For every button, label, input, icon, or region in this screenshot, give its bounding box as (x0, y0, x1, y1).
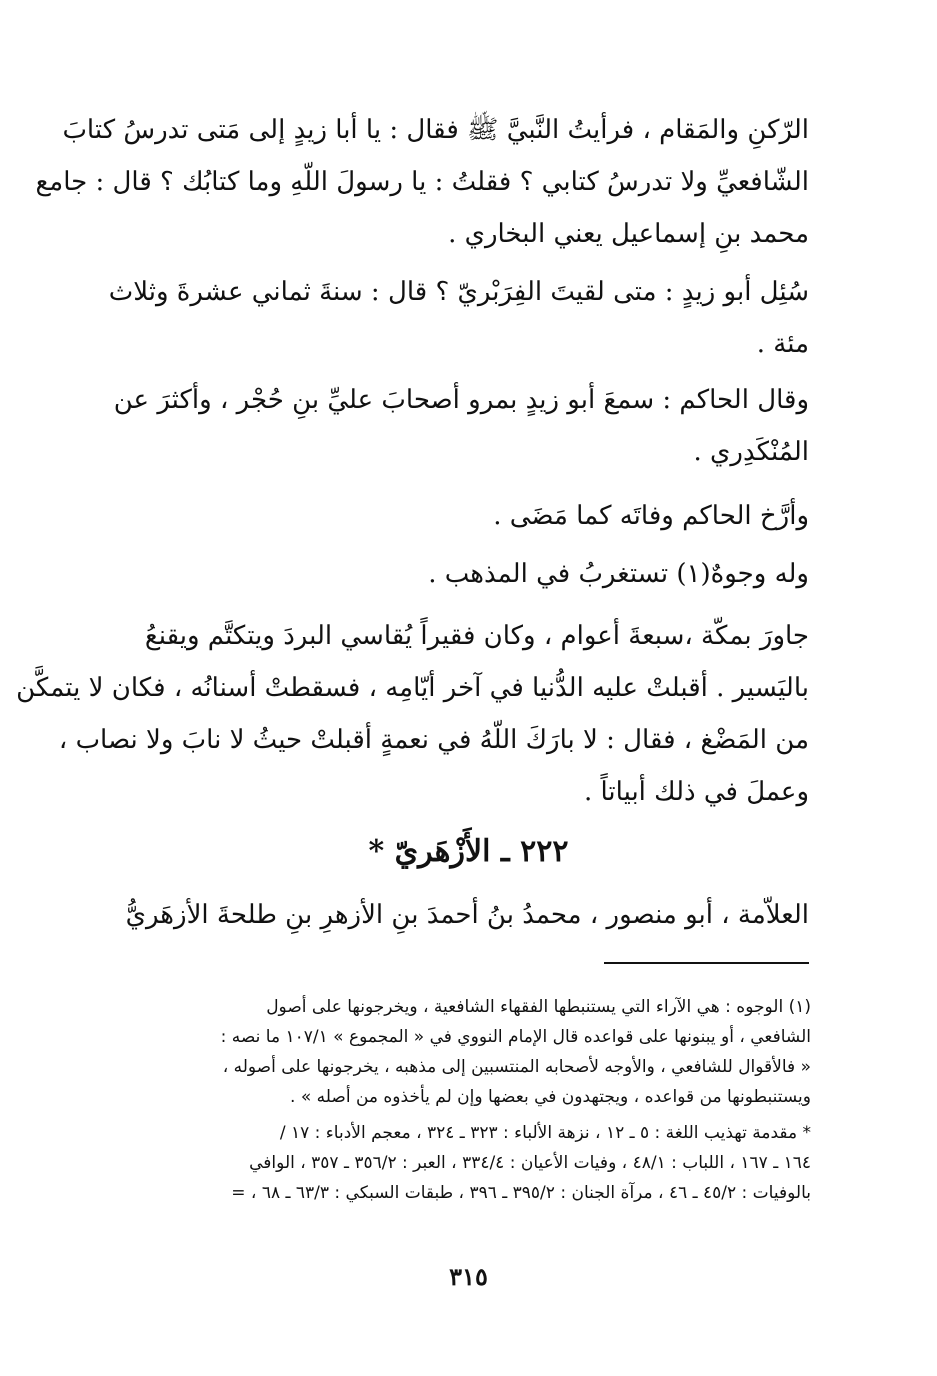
text-line: وله وجوهٌ(١) تستغربُ في المذهب . (428, 559, 809, 589)
paragraph-death-date (126, 490, 809, 542)
footnote-1 (121, 992, 811, 1112)
text-line: مئة . (756, 329, 809, 359)
text-line: باليَسير . أقبلتْ عليه الدُّنيا في آخر أيّامِه ، فسقطتْ أسنانُه ، فكان لا يتمكَّن (16, 673, 809, 703)
footnote-line: (١) الوجوه : هي الآراء التي يستنبطها الفقهاء الشافعية ، ويخرجونها على أصول (266, 997, 811, 1017)
footnote-line: ١٦٤ ـ ١٦٧ ، اللباب : ٤٨/١ ، وفيات الأعيان : ٣٣٤/٤ ، العبر : ٣٥٦/٢ ـ ٣٥٧ ، الوافي (249, 1153, 811, 1173)
paragraph-dream-narration (35, 104, 809, 260)
paragraph-wujuh (126, 548, 809, 600)
text-line: جاورَ بمكّة ،سبعةَ أعوام ، وكان فقيراً يُقاسي البردَ ويتكتَّم ويقنعُ (144, 621, 809, 651)
footnote-line: ويستنبطونها من قواعده ، ويجتهدون في بعضها وإن لم يأخذوه من أصله » . (290, 1087, 811, 1107)
paragraph-azhari-name (126, 889, 809, 941)
paragraph-hakim-statement (113, 374, 809, 478)
text-line: المُنْكَدِري . (693, 437, 809, 467)
text-line: الشّافعيِّ ولا تدرسُ كتابي ؟ فقلتُ : يا رسولَ اللّهِ وما كتابُك ؟ قال : جامع (35, 167, 809, 197)
text-line: سُئِل أبو زيدٍ : متى لقيتَ الفِرَبْريّ ؟ قال : سنةَ ثماني عشرةَ وثلاث (108, 277, 809, 307)
page-number: ٣١٥ (449, 1262, 488, 1291)
text-line: الرّكنِ والمَقام ، فرأيتُ النَّبيَّ ﷺ فقال : يا أبا زيدٍ إلى مَتى تدرسُ كتابَ (62, 115, 809, 145)
footnote-line: الشافعي ، أو يبنونها على قواعده قال الإمام النووي في « المجموع » ١٠٧/١ ما نصه : (220, 1027, 811, 1047)
text-line: وعملَ في ذلك أبياتاً . (583, 777, 809, 807)
footnote-sources (121, 1118, 811, 1208)
footnote-line: * مقدمة تهذيب اللغة : ٥ ـ ١٢ ، نزهة الألباء : ٣٢٣ ـ ٣٢٤ ، معجم الأدباء : ١٧ / (279, 1123, 811, 1143)
text-line: وأرَّخ الحاكم وفاتَه كما مَضَى . (493, 501, 809, 531)
entry-heading: ٢٢٢ ـ الأَزْهَريّ * (368, 834, 569, 869)
paragraph-question-firabri (108, 266, 809, 370)
text-line: وقال الحاكم : سمعَ أبو زيدٍ بمرو أصحابَ عليِّ بنِ حُجْر ، وأكثرَ عن (113, 385, 809, 415)
text-line: من المَضْغ ، فقال : لا بارَكَ اللّهُ في نعمةٍ أقبلتْ حيثُ لا نابَ ولا نصاب ، (58, 725, 809, 755)
footnotes (121, 992, 811, 1208)
footnote-divider (604, 962, 809, 964)
text-line: محمد بنِ إسماعيل يعني البخاري . (448, 219, 809, 249)
text-line: العلاّمة ، أبو منصور ، محمدُ بنُ أحمدَ بنِ الأزهرِ بنِ طلحةَ الأزهَريُّ (125, 900, 809, 930)
footnote-line: بالوفيات : ٤٥/٢ ـ ٤٦ ، مرآة الجنان : ٣٩٥/٢ ـ ٣٩٦ ، طبقات السبكي : ٦٣/٣ ـ ٦٨ ، = (231, 1183, 811, 1203)
footnote-line: « فالأقوال للشافعي ، والأوجه لأصحابه المنتسبين إلى مذهبه ، يخرجونها على أصوله ، (222, 1057, 811, 1077)
paragraph-mecca-residence (16, 610, 809, 818)
